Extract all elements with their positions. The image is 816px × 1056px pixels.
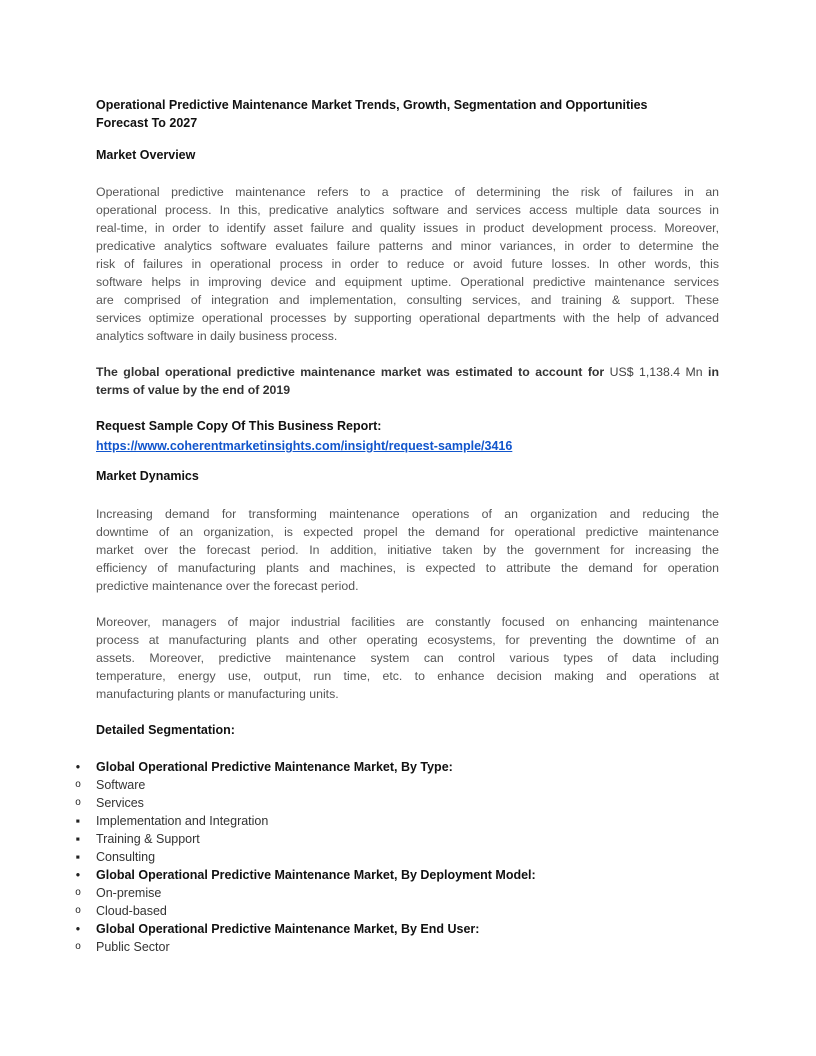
dynamics-paragraph [96,505,719,595]
overview-heading: Market Overview [96,148,196,162]
paragraph-line: manufacturing plants or manufacturing units. [96,687,339,701]
square-bullet-icon: ▪ [75,832,81,846]
document-title: Operational Predictive Maintenance Market Trends, Growth, Segmentation and Opportunities Forecast To 2027 [96,98,648,130]
list-item-text: Services [96,796,144,810]
list-item [0,812,720,830]
list-item-text: Software [96,778,146,792]
circle-bullet-icon: o [75,797,81,808]
overview-paragraph [96,183,719,345]
paragraph-line: operational process. In this, predicative analytics software and services access multiple data sources in [96,203,719,217]
estimate-paragraph: The global operational predictive maintenance market was estimated to account for US$ 1,138.4 Mn in terms of value by the end of 2019 [96,365,719,397]
list-item-text: Cloud-based [96,904,167,918]
list-item [0,848,720,866]
paragraph-line: assets. Moreover, predictive maintenance system can control various types of data including [96,651,719,665]
paragraph-line: Operational predictive maintenance refers to a practice of determining the risk of failures in an [96,185,719,199]
segmentation-heading: Detailed Segmentation: [96,723,235,737]
paragraph-line: Increasing demand for transforming maintenance operations of an organization and reducing the [96,507,719,521]
paragraph-line: predictive maintenance over the forecast period. [96,579,359,593]
list-item-text: Implementation and Integration [96,814,269,828]
paragraph-line: downtime of an organization, is expected propel the demand for operational predictive maintenance [96,525,719,539]
circle-bullet-icon: o [75,887,81,898]
dynamics-paragraph-2 [96,613,719,703]
list-item-text: Training & Support [96,832,200,846]
list-item-text: Public Sector [96,940,170,954]
bullet-icon: • [75,868,81,882]
paragraph-line: services optimize operational processes by supporting operational departments with the help of advanced [96,311,719,325]
paragraph-line: software helps in improving device and equipment uptime. Operational predictive maintenance services [96,275,719,289]
bullet-icon: • [75,922,81,936]
paragraph-line: efficiency of manufacturing plants and machines, is expected to attribute the demand for operation [96,561,719,575]
list-item [0,830,720,848]
market-value: US$ 1,138.4 Mn [609,365,703,379]
request-sample-link[interactable]: https://www.coherentmarketinsights.com/insight/request-sample/3416 [96,439,513,453]
square-bullet-icon: ▪ [75,850,81,864]
list-item-text: Global Operational Predictive Maintenance Market, By Deployment Model: [96,868,536,882]
list-item-text: Global Operational Predictive Maintenance Market, By Type: [96,760,453,774]
list-item-text: Consulting [96,850,156,864]
request-sample-label: Request Sample Copy Of This Business Report: [96,419,382,433]
paragraph-line: are comprised of integration and implementation, consulting services, and training & support. These [96,293,719,307]
circle-bullet-icon: o [75,941,81,952]
list-item [0,938,720,956]
paragraph-line: process at manufacturing plants and other operating ecosystems, for preventing the downtime of an [96,633,719,647]
list-item-text: Global Operational Predictive Maintenance Market, By End User: [96,922,480,936]
paragraph-line: temperature, energy use, output, run time, etc. to enhance decision making and operations at [96,669,719,683]
list-item [0,902,720,920]
list-item [0,884,720,902]
paragraph-line: Moreover, managers of major industrial facilities are constantly focused on enhancing maintenance [96,615,719,629]
paragraph-line: analytics software in daily business process. [96,329,338,343]
dynamics-heading: Market Dynamics [96,469,199,483]
list-item [0,776,720,794]
bullet-icon: • [75,760,81,774]
list-item [0,758,720,776]
square-bullet-icon: ▪ [75,814,81,828]
circle-bullet-icon: o [75,905,81,916]
paragraph-line: real-time, in order to identify asset failure and quality issues in product development process. Moreover, [96,221,719,235]
list-item [0,920,720,938]
circle-bullet-icon: o [75,779,81,790]
list-item [0,866,720,884]
paragraph-line: risk of failures in operational process in order to reduce or avoid future losses. In other words, this [96,257,719,271]
list-item-text: On-premise [96,886,162,900]
paragraph-line: market over the forecast period. In addition, initiative taken by the government for increasing the [96,543,719,557]
paragraph-line: predicative analytics software evaluates failure patterns and minor variances, in order to determine the [96,239,719,253]
list-item [0,794,720,812]
